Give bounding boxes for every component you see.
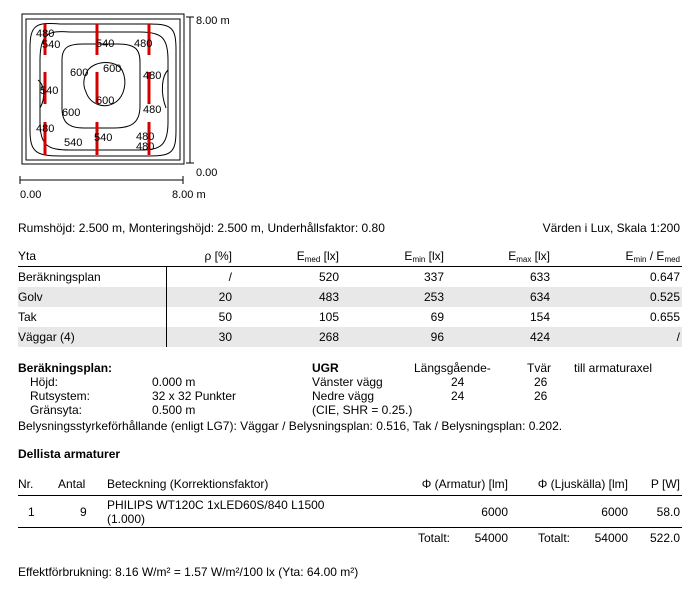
- results-row: [18, 307, 682, 327]
- cell-emed: 520: [318, 270, 339, 284]
- cell-ratio: /: [676, 330, 680, 344]
- ugr-bottom-wall-tvar: 26: [534, 389, 548, 403]
- cell-emax: 633: [529, 270, 550, 284]
- lum-header-phi-ljus: Φ (Ljuskälla) [lm]: [537, 477, 628, 491]
- calc-height-label: Höjd:: [30, 375, 59, 389]
- ugr-left-wall-long: 24: [451, 375, 465, 389]
- lum-total-phi-arm: 54000: [474, 531, 508, 545]
- lum-total-phi-ljus: 54000: [594, 531, 628, 545]
- lum-header-antal: Antal: [58, 477, 86, 491]
- results-row: [18, 287, 682, 307]
- lum-header-nr: Nr.: [18, 477, 34, 491]
- contour-label: 480: [36, 123, 55, 135]
- contour-label: 540: [94, 132, 113, 144]
- room-info: Rumshöjd: 2.500 m, Monteringshöjd: 2.500 m, Underhållsfaktor: 0.80: [18, 221, 385, 235]
- lum-header-phi-arm: Φ (Armatur) [lm]: [421, 477, 508, 491]
- cell-emax: 154: [529, 310, 550, 324]
- header-yta: Yta: [18, 249, 37, 263]
- cell-ratio: 0.647: [649, 270, 680, 284]
- ugr-left-wall-tvar: 26: [534, 375, 548, 389]
- contour-label: 600: [96, 95, 115, 107]
- header-emax: $E_{max}$ [lx]: [508, 249, 550, 264]
- ugr-col-tvar: Tvär: [527, 361, 551, 375]
- cell-emin: 337: [423, 270, 444, 284]
- lum-total-label-ljus: Totalt:: [538, 531, 571, 545]
- cell-yta: Golv: [18, 290, 43, 304]
- isolux-plot: [0, 0, 260, 205]
- lum-total-power: 522.0: [649, 531, 680, 545]
- contour-label: 480: [136, 141, 155, 153]
- ugr-bottom-wall-label: Nedre vägg: [312, 389, 375, 403]
- contour-label: 540: [96, 38, 115, 50]
- results-row: [18, 267, 682, 287]
- lum-header-power: P [W]: [650, 477, 680, 491]
- lum-total-label-arm: Totalt:: [418, 531, 451, 545]
- lum-header-name: Beteckning (Korrektionsfaktor): [107, 477, 269, 491]
- ugr-col-long: Längsgående-: [414, 361, 491, 375]
- contour-label: 540: [42, 39, 61, 51]
- cell-yta: Beräkningsplan: [18, 270, 101, 284]
- contour-label: 600: [103, 63, 122, 75]
- contour-label: 480: [134, 38, 153, 50]
- cell-rho: 50: [218, 310, 232, 324]
- cell-emed: 483: [318, 290, 339, 304]
- ugr-title: UGR: [312, 361, 339, 375]
- cell-rho: 30: [218, 330, 232, 344]
- ugr-bottom-wall-long: 24: [451, 389, 465, 403]
- cell-ratio: 0.655: [649, 310, 680, 324]
- cell-emin: 96: [430, 330, 444, 344]
- axis-label-y-top: 8.00 m: [196, 15, 230, 27]
- lum-cell-antal: 9: [80, 505, 87, 519]
- calc-border-label: Gränsyta:: [30, 403, 83, 417]
- lum-cell-phi-ljus: 6000: [601, 505, 628, 519]
- luminaire-list-title: Dellista armaturer: [18, 447, 121, 461]
- cell-yta: Tak: [18, 310, 37, 324]
- cell-emed: 105: [318, 310, 339, 324]
- calc-border-value: 0.500 m: [152, 403, 196, 417]
- power-consumption: Effektförbrukning: 8.16 W/m² = 1.57 W/m²/100 lx (Yta: 64.00 m²): [18, 565, 359, 579]
- cell-emed: 268: [318, 330, 339, 344]
- contour-label: 540: [40, 85, 59, 97]
- header-rho: ρ [%]: [204, 249, 232, 263]
- lum-cell-factor: (1.000): [107, 512, 146, 526]
- cell-emax: 424: [529, 330, 550, 344]
- cell-emax: 634: [529, 290, 550, 304]
- cell-ratio: 0.525: [649, 290, 680, 304]
- calc-grid-label: Rutsystem:: [30, 389, 91, 403]
- contour-label: 600: [62, 107, 81, 119]
- lum-cell-power: 58.0: [656, 505, 680, 519]
- header-ratio: $E_{min} / E_{med}$: [625, 249, 680, 264]
- lum-cell-nr: 1: [28, 505, 35, 519]
- contour-label: 480: [36, 28, 55, 40]
- ugr-col-axis: till armaturaxel: [574, 361, 653, 375]
- ugr-note: (CIE, SHR = 0.25.): [312, 403, 413, 417]
- cell-yta: Väggar (4): [18, 330, 75, 344]
- column-separator: [166, 267, 167, 347]
- lum-header-rule: [18, 495, 682, 496]
- header-emin: $E_{min}$ [lx]: [404, 249, 444, 264]
- cell-emin: 69: [430, 310, 444, 324]
- axis-label-x-right: 8.00 m: [172, 189, 206, 201]
- axis-label-x-left: 0.00: [20, 189, 42, 201]
- calc-height-value: 0.000 m: [152, 375, 196, 389]
- scale-info: Värden i Lux, Skala 1:200: [542, 221, 680, 235]
- ugr-left-wall-label: Vänster vägg: [312, 375, 383, 389]
- contour-label: 480: [143, 104, 162, 116]
- contour-label: 480: [143, 70, 162, 82]
- results-header: [18, 246, 682, 266]
- results-row: [18, 327, 682, 347]
- lum-cell-phi-arm: 6000: [481, 505, 508, 519]
- contour-label: 540: [64, 137, 83, 149]
- lum-row-rule: [18, 527, 682, 528]
- cell-rho: 20: [218, 290, 232, 304]
- calc-grid-value: 32 x 32 Punkter: [152, 389, 237, 403]
- cell-emin: 253: [423, 290, 444, 304]
- axis-label-y-bottom: 0.00: [196, 167, 218, 179]
- lum-cell-name: PHILIPS WT120C 1xLED60S/840 L1500: [107, 498, 325, 512]
- header-emed: $E_{med}$ [lx]: [296, 249, 339, 264]
- contour-label: 600: [70, 67, 89, 79]
- contour-label: 480: [136, 131, 155, 143]
- calc-plane-title: Beräkningsplan:: [18, 361, 113, 375]
- illuminance-ratio: Belysningsstyrkeförhållande (enligt LG7): Väggar / Belysningsplan: 0.516, Tak / Belysningsplan: 0.202.: [18, 419, 563, 433]
- cell-rho: /: [228, 270, 232, 284]
